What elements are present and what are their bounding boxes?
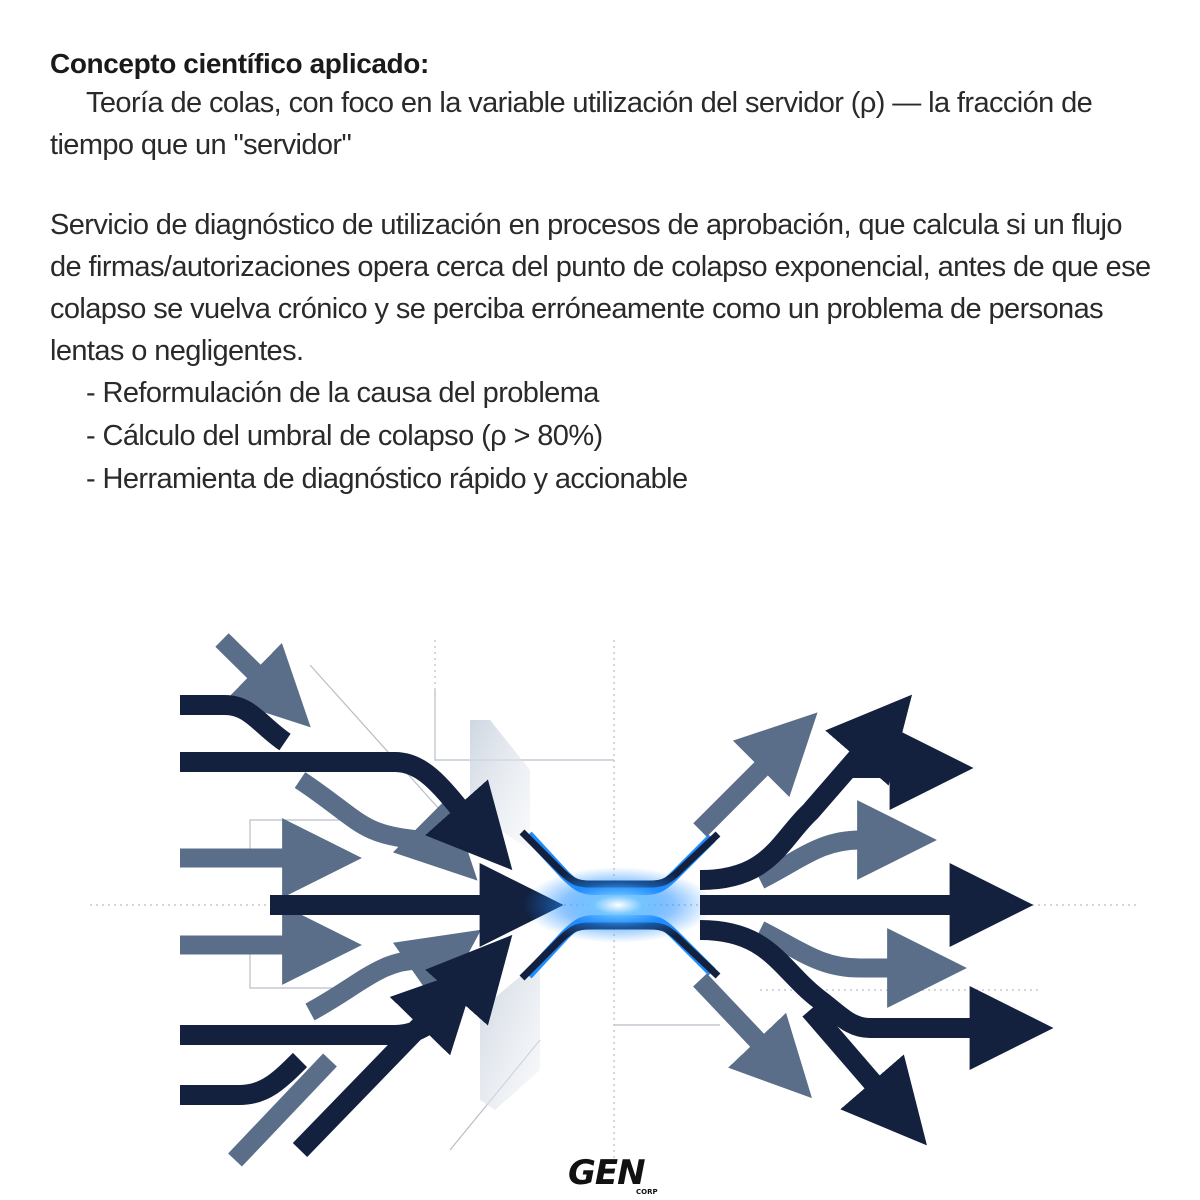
outgoing-arrow xyxy=(700,735,795,830)
bullet-list xyxy=(50,372,1160,501)
bullet-item: - Reformulación de la causa del problema xyxy=(86,377,599,409)
paragraph-gap xyxy=(50,166,1160,204)
incoming-arrow xyxy=(222,640,288,705)
incoming-arrow xyxy=(180,705,285,742)
bottleneck-illustration xyxy=(0,580,1200,1200)
heading: Concepto científico aplicado: xyxy=(50,48,429,79)
bullet-item: - Cálculo del umbral de colapso (ρ > 80%) xyxy=(86,420,603,452)
logo-text: GEN xyxy=(568,1153,645,1193)
bottleneck-glow xyxy=(523,867,713,943)
intro-paragraph: Teoría de colas, con foco en la variable utilización del servidor (ρ) — la fracción de tiempo que un "servidor" xyxy=(50,87,1093,161)
logo-subtext: CORP xyxy=(636,1188,658,1196)
gen-corp-logo xyxy=(566,1152,676,1198)
outgoing-arrow xyxy=(700,980,790,1075)
glass-panel xyxy=(480,960,540,1110)
incoming-arrow xyxy=(180,1060,300,1095)
bullet-item: - Herramienta de diagnóstico rápido y accionable xyxy=(86,463,688,495)
text-block xyxy=(50,46,1160,501)
outgoing-arrow xyxy=(700,930,1020,1028)
description-paragraph: Servicio de diagnóstico de utilización en procesos de aprobación, que calcula si un flujo de firmas/autorizaciones opera cerca del punto de colapso exponencial, antes de que ese colapso se vuelva crónico y se perciba erróneamente como un problema de personas lentas o negligentes. xyxy=(50,209,1151,367)
